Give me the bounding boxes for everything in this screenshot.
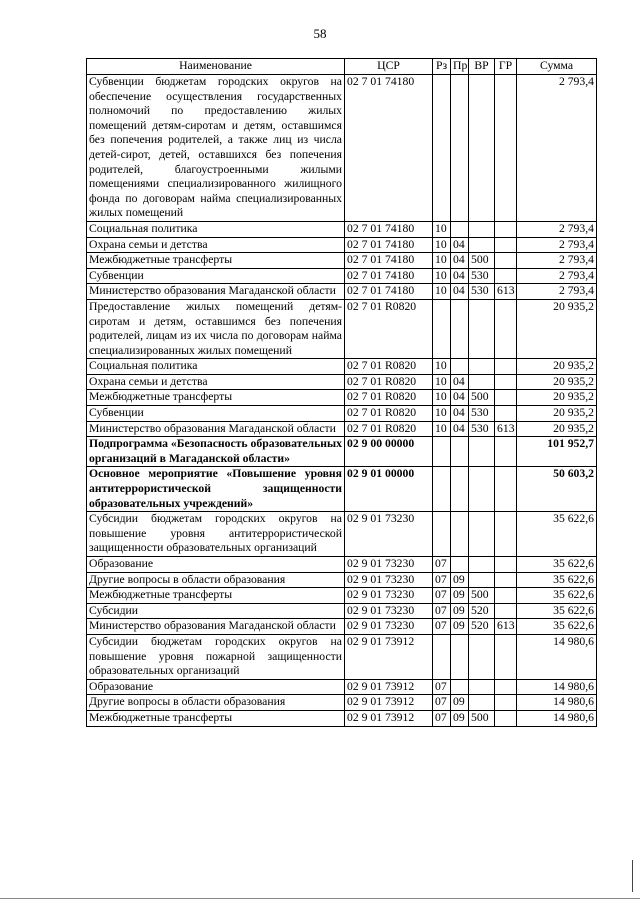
cell-vr: 500	[469, 253, 495, 269]
cell-csr: 02 9 01 73230	[345, 512, 433, 557]
header-sum: Сумма	[517, 59, 597, 75]
cell-rz	[433, 299, 451, 358]
cell-pr: 04	[451, 268, 469, 284]
table-row	[87, 75, 597, 222]
cell-pr: 09	[451, 603, 469, 619]
table-row	[87, 619, 597, 635]
cell-gr: 613	[495, 421, 517, 437]
cell-gr	[495, 359, 517, 375]
cell-gr	[495, 679, 517, 695]
cell-pr: 04	[451, 421, 469, 437]
cell-sum: 14 980,6	[517, 695, 597, 711]
cell-vr	[469, 557, 495, 573]
cell-name: Социальная политика	[87, 359, 345, 375]
cell-pr: 09	[451, 710, 469, 726]
cell-name: Социальная политика	[87, 221, 345, 237]
cell-csr: 02 9 01 00000	[345, 467, 433, 512]
cell-vr	[469, 512, 495, 557]
cell-rz	[433, 75, 451, 222]
page-number: 58	[313, 26, 327, 41]
scan-edge-mark	[632, 860, 633, 892]
cell-vr	[469, 634, 495, 679]
table-row	[87, 390, 597, 406]
table-row	[87, 359, 597, 375]
cell-csr: 02 7 01 74180	[345, 284, 433, 300]
cell-gr	[495, 390, 517, 406]
cell-rz: 10	[433, 390, 451, 406]
cell-gr	[495, 467, 517, 512]
cell-pr	[451, 299, 469, 358]
cell-pr	[451, 634, 469, 679]
cell-gr	[495, 253, 517, 269]
cell-csr: 02 7 01 R0820	[345, 390, 433, 406]
cell-vr: 530	[469, 284, 495, 300]
cell-rz: 10	[433, 284, 451, 300]
cell-name: Субсидии бюджетам городских округов на повышение уровня пожарной защищенности образовательных организаций	[87, 634, 345, 679]
cell-gr	[495, 695, 517, 711]
cell-pr	[451, 75, 469, 222]
cell-sum: 2 793,4	[517, 237, 597, 253]
table-row	[87, 634, 597, 679]
cell-sum: 20 935,2	[517, 390, 597, 406]
cell-rz	[433, 634, 451, 679]
cell-rz: 10	[433, 374, 451, 390]
cell-vr	[469, 572, 495, 588]
table-row	[87, 437, 597, 467]
cell-name: Охрана семьи и детства	[87, 374, 345, 390]
cell-gr	[495, 512, 517, 557]
cell-vr	[469, 374, 495, 390]
cell-vr: 520	[469, 619, 495, 635]
table-row	[87, 299, 597, 358]
cell-vr	[469, 437, 495, 467]
cell-name: Образование	[87, 557, 345, 573]
cell-csr: 02 9 01 73230	[345, 572, 433, 588]
cell-csr: 02 7 01 74180	[345, 268, 433, 284]
cell-csr: 02 7 01 74180	[345, 75, 433, 222]
cell-vr: 500	[469, 710, 495, 726]
table-row	[87, 557, 597, 573]
cell-pr: 09	[451, 588, 469, 604]
cell-vr: 530	[469, 406, 495, 422]
cell-pr: 04	[451, 390, 469, 406]
cell-gr	[495, 406, 517, 422]
cell-sum: 2 793,4	[517, 268, 597, 284]
cell-rz	[433, 512, 451, 557]
cell-name: Предоставление жилых помещений детям-сиротам и детям, оставшимся без попечения родителей, лицам из их числа по договорам найма специализированных жилых помещений	[87, 299, 345, 358]
table-row	[87, 588, 597, 604]
cell-sum: 2 793,4	[517, 221, 597, 237]
cell-name: Подпрограмма «Безопасность образовательных организаций в Магаданской области»	[87, 437, 345, 467]
cell-name: Субсидии бюджетам городских округов на повышение уровня антитеррористической защищенности образовательных организаций	[87, 512, 345, 557]
cell-vr	[469, 679, 495, 695]
cell-name: Субвенции бюджетам городских округов на обеспечение осуществления государственных полномочий по предоставлению жилых помещений детям-сиротам и детям, оставшимся без попечения родителей, а также лиц из числа детей-сирот, детей, оставшихся без попечения родителей, благоустроенными жилыми помещениями специализированного жилищного фонда по договорам найма специализированных жилых помещений	[87, 75, 345, 222]
cell-vr	[469, 237, 495, 253]
cell-rz: 07	[433, 557, 451, 573]
cell-vr	[469, 467, 495, 512]
cell-gr	[495, 221, 517, 237]
cell-gr	[495, 588, 517, 604]
table-row	[87, 374, 597, 390]
cell-gr	[495, 268, 517, 284]
cell-sum: 20 935,2	[517, 374, 597, 390]
cell-csr: 02 7 01 74180	[345, 237, 433, 253]
cell-pr	[451, 467, 469, 512]
cell-csr: 02 9 01 73230	[345, 557, 433, 573]
cell-csr: 02 9 01 73230	[345, 588, 433, 604]
cell-pr: 04	[451, 284, 469, 300]
cell-csr: 02 9 01 73912	[345, 679, 433, 695]
cell-rz: 10	[433, 221, 451, 237]
cell-gr	[495, 710, 517, 726]
cell-csr: 02 9 01 73912	[345, 695, 433, 711]
table-row	[87, 512, 597, 557]
cell-csr: 02 7 01 74180	[345, 253, 433, 269]
table-row	[87, 221, 597, 237]
cell-pr	[451, 679, 469, 695]
cell-vr: 520	[469, 603, 495, 619]
cell-pr: 04	[451, 253, 469, 269]
cell-gr	[495, 572, 517, 588]
cell-rz	[433, 437, 451, 467]
cell-rz: 10	[433, 359, 451, 375]
cell-sum: 20 935,2	[517, 421, 597, 437]
cell-sum: 101 952,7	[517, 437, 597, 467]
cell-rz: 07	[433, 588, 451, 604]
table-row	[87, 572, 597, 588]
table-row	[87, 253, 597, 269]
cell-pr: 09	[451, 572, 469, 588]
table-row	[87, 284, 597, 300]
cell-name: Субвенции	[87, 406, 345, 422]
cell-vr	[469, 299, 495, 358]
cell-name: Образование	[87, 679, 345, 695]
cell-name: Министерство образования Магаданской области	[87, 284, 345, 300]
table-row	[87, 268, 597, 284]
table-row	[87, 679, 597, 695]
cell-vr: 530	[469, 421, 495, 437]
cell-gr	[495, 603, 517, 619]
cell-csr: 02 9 01 73912	[345, 710, 433, 726]
cell-pr	[451, 221, 469, 237]
cell-gr	[495, 634, 517, 679]
cell-sum: 20 935,2	[517, 406, 597, 422]
budget-table	[86, 58, 597, 727]
table-row	[87, 603, 597, 619]
table-body	[87, 75, 597, 727]
cell-pr	[451, 512, 469, 557]
table-row	[87, 421, 597, 437]
cell-gr: 613	[495, 284, 517, 300]
cell-rz: 10	[433, 237, 451, 253]
table-row	[87, 467, 597, 512]
cell-csr: 02 9 01 73912	[345, 634, 433, 679]
cell-csr: 02 7 01 R0820	[345, 421, 433, 437]
cell-rz: 07	[433, 572, 451, 588]
cell-sum: 14 980,6	[517, 710, 597, 726]
cell-csr: 02 9 00 00000	[345, 437, 433, 467]
cell-sum: 35 622,6	[517, 557, 597, 573]
header-pr: Пр	[451, 59, 469, 75]
cell-sum: 35 622,6	[517, 588, 597, 604]
cell-vr	[469, 221, 495, 237]
cell-sum: 35 622,6	[517, 619, 597, 635]
cell-csr: 02 7 01 74180	[345, 221, 433, 237]
cell-pr: 09	[451, 619, 469, 635]
cell-name: Министерство образования Магаданской области	[87, 421, 345, 437]
page-bottom-line	[0, 898, 640, 899]
cell-rz: 10	[433, 406, 451, 422]
cell-sum: 2 793,4	[517, 253, 597, 269]
cell-pr: 04	[451, 374, 469, 390]
table-row	[87, 710, 597, 726]
cell-gr	[495, 374, 517, 390]
cell-sum: 14 980,6	[517, 634, 597, 679]
cell-csr: 02 7 01 R0820	[345, 299, 433, 358]
cell-vr	[469, 75, 495, 222]
cell-csr: 02 7 01 R0820	[345, 406, 433, 422]
cell-sum: 35 622,6	[517, 572, 597, 588]
cell-gr	[495, 237, 517, 253]
cell-gr	[495, 75, 517, 222]
cell-pr: 04	[451, 237, 469, 253]
cell-rz: 10	[433, 268, 451, 284]
cell-rz: 10	[433, 253, 451, 269]
cell-name: Межбюджетные трансферты	[87, 588, 345, 604]
cell-rz	[433, 467, 451, 512]
cell-vr: 500	[469, 390, 495, 406]
header-rz: Рз	[433, 59, 451, 75]
cell-gr	[495, 437, 517, 467]
cell-rz: 07	[433, 679, 451, 695]
cell-pr	[451, 557, 469, 573]
cell-name: Охрана семьи и детства	[87, 237, 345, 253]
cell-gr: 613	[495, 619, 517, 635]
cell-name: Министерство образования Магаданской области	[87, 619, 345, 635]
cell-name: Межбюджетные трансферты	[87, 253, 345, 269]
table-row	[87, 406, 597, 422]
cell-name: Субсидии	[87, 603, 345, 619]
cell-csr: 02 7 01 R0820	[345, 374, 433, 390]
cell-pr	[451, 359, 469, 375]
table-row	[87, 695, 597, 711]
cell-sum: 2 793,4	[517, 75, 597, 222]
cell-csr: 02 7 01 R0820	[345, 359, 433, 375]
header-vr: ВР	[469, 59, 495, 75]
cell-name: Основное мероприятие «Повышение уровня антитеррористической защищенности образовательных учреждений»	[87, 467, 345, 512]
cell-sum: 35 622,6	[517, 512, 597, 557]
cell-sum: 35 622,6	[517, 603, 597, 619]
header-name: Наименование	[87, 59, 345, 75]
cell-name: Межбюджетные трансферты	[87, 710, 345, 726]
cell-vr: 500	[469, 588, 495, 604]
cell-name: Субвенции	[87, 268, 345, 284]
cell-sum: 50 603,2	[517, 467, 597, 512]
cell-csr: 02 9 01 73230	[345, 619, 433, 635]
cell-rz: 07	[433, 619, 451, 635]
cell-gr	[495, 557, 517, 573]
cell-rz: 07	[433, 710, 451, 726]
cell-csr: 02 9 01 73230	[345, 603, 433, 619]
cell-rz: 07	[433, 695, 451, 711]
cell-name: Межбюджетные трансферты	[87, 390, 345, 406]
cell-sum: 2 793,4	[517, 284, 597, 300]
cell-sum: 20 935,2	[517, 359, 597, 375]
cell-pr: 04	[451, 406, 469, 422]
table-header-row	[87, 59, 597, 75]
cell-name: Другие вопросы в области образования	[87, 695, 345, 711]
cell-gr	[495, 299, 517, 358]
cell-pr	[451, 437, 469, 467]
header-csr: ЦСР	[345, 59, 433, 75]
cell-rz: 07	[433, 603, 451, 619]
cell-vr	[469, 359, 495, 375]
cell-pr: 09	[451, 695, 469, 711]
cell-sum: 20 935,2	[517, 299, 597, 358]
table-row	[87, 237, 597, 253]
header-gr: ГР	[495, 59, 517, 75]
cell-name: Другие вопросы в области образования	[87, 572, 345, 588]
cell-vr: 530	[469, 268, 495, 284]
cell-sum: 14 980,6	[517, 679, 597, 695]
cell-vr	[469, 695, 495, 711]
cell-rz: 10	[433, 421, 451, 437]
